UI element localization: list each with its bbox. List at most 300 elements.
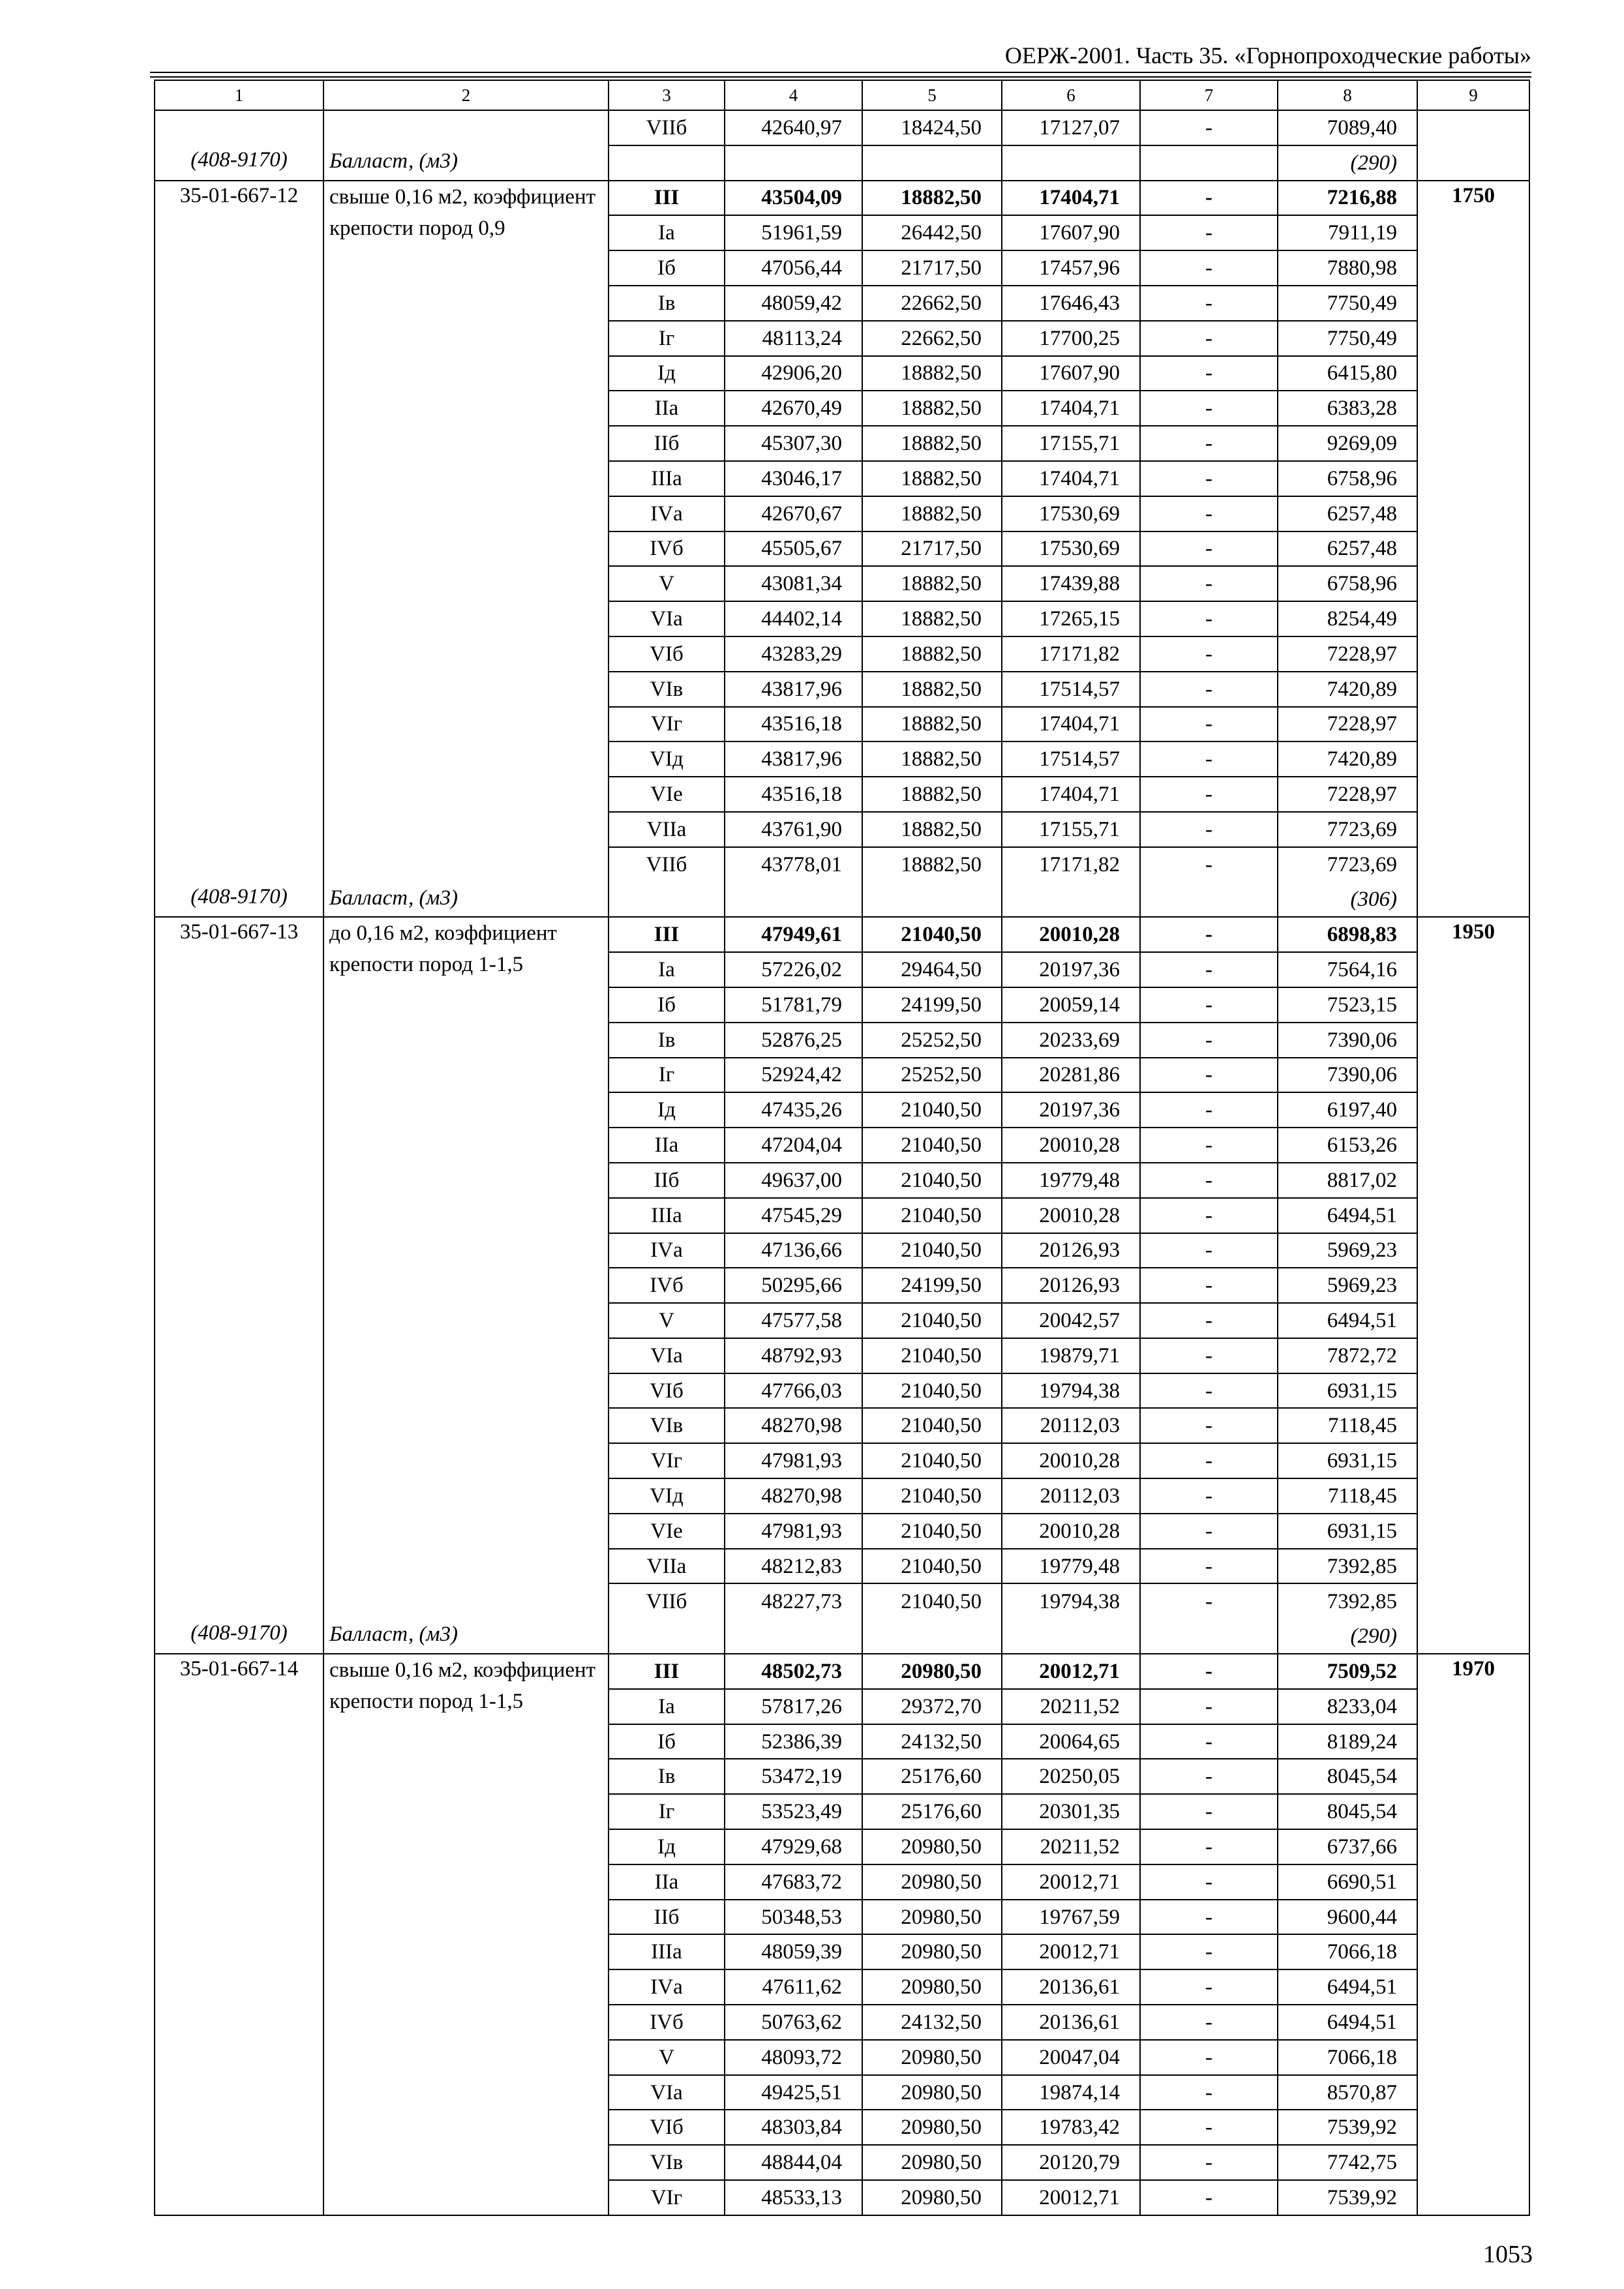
col7-cell: -	[1140, 2040, 1278, 2075]
materials-cost-cell: 5969,23	[1278, 1268, 1417, 1303]
col7-cell: -	[1140, 1058, 1278, 1093]
category-cell: IVб	[609, 2005, 725, 2040]
cost-total-cell: 42906,20	[725, 356, 862, 391]
col7-cell: -	[1140, 1724, 1278, 1759]
materials-cost-cell: 6898,83	[1278, 917, 1417, 952]
labor-cost-cell: 25252,50	[862, 1023, 1002, 1058]
ballast-value: (306)	[1278, 882, 1417, 918]
ballast-label: Балласт, (м3)	[323, 145, 609, 181]
materials-cost-cell: 7228,97	[1278, 707, 1417, 742]
machine-cost-cell: 17646,43	[1002, 286, 1140, 321]
cost-total-cell: 47683,72	[725, 1864, 862, 1900]
materials-cost-cell: 8817,02	[1278, 1163, 1417, 1198]
materials-cost-cell: 8045,54	[1278, 1759, 1417, 1794]
col7-cell: -	[1140, 952, 1278, 987]
machine-cost-cell: 20064,65	[1002, 1724, 1140, 1759]
machine-cost-cell: 20301,35	[1002, 1794, 1140, 1829]
category-cell: VIа	[609, 1338, 725, 1373]
labor-cost-cell: 18882,50	[862, 391, 1002, 426]
machine-cost-cell: 17404,71	[1002, 777, 1140, 812]
ballast-value: (290)	[1278, 145, 1417, 181]
labor-cost-cell: 18882,50	[862, 566, 1002, 601]
ballast-label: Балласт, (м3)	[323, 882, 609, 918]
machine-cost-cell: 17530,69	[1002, 496, 1140, 531]
table-row	[155, 181, 1529, 216]
category-cell: Iг	[609, 1058, 725, 1093]
labor-cost-cell: 21040,50	[862, 1128, 1002, 1163]
materials-cost-cell: 8570,87	[1278, 2075, 1417, 2110]
machine-cost-cell: 20012,71	[1002, 2180, 1140, 2215]
ballast-code: (408-9170)	[155, 145, 323, 181]
col9-cell: 1970	[1417, 1654, 1529, 2215]
col7-cell: -	[1140, 741, 1278, 777]
category-cell: Iв	[609, 1759, 725, 1794]
cost-total-cell: 49637,00	[725, 1163, 862, 1198]
category-cell	[609, 1619, 725, 1654]
category-cell: IIа	[609, 1864, 725, 1900]
col9-cell: 1750	[1417, 181, 1529, 918]
cost-total-cell: 47204,04	[725, 1128, 862, 1163]
machine-cost-cell: 19794,38	[1002, 1373, 1140, 1409]
col7-cell: -	[1140, 566, 1278, 601]
ballast-label: Балласт, (м3)	[323, 1619, 609, 1654]
cost-total-cell: 49425,51	[725, 2075, 862, 2110]
labor-cost-cell: 21040,50	[862, 1338, 1002, 1373]
col7-cell: -	[1140, 110, 1278, 145]
machine-cost-cell: 19874,14	[1002, 2075, 1140, 2110]
cost-total-cell: 47545,29	[725, 1198, 862, 1233]
category-cell: VIд	[609, 741, 725, 777]
category-cell: VIв	[609, 2145, 725, 2180]
labor-cost-cell: 20980,50	[862, 1654, 1002, 1689]
category-cell: Iг	[609, 321, 725, 356]
machine-cost-cell: 17514,57	[1002, 672, 1140, 707]
category-cell: IVб	[609, 531, 725, 567]
materials-cost-cell: 6383,28	[1278, 391, 1417, 426]
cost-total-cell: 48270,98	[725, 1478, 862, 1514]
col7-cell: -	[1140, 426, 1278, 461]
category-cell: VIе	[609, 1514, 725, 1549]
machine-cost-cell: 17171,82	[1002, 636, 1140, 672]
machine-cost-cell: 20126,93	[1002, 1233, 1140, 1268]
cost-total-cell: 52876,25	[725, 1023, 862, 1058]
machine-cost-cell: 20042,57	[1002, 1303, 1140, 1338]
labor-cost-cell: 18882,50	[862, 812, 1002, 847]
machine-cost-cell: 17155,71	[1002, 426, 1140, 461]
ballast-code: (408-9170)	[155, 882, 323, 918]
machine-cost-cell: 17607,90	[1002, 215, 1140, 250]
col7-cell: -	[1140, 496, 1278, 531]
category-cell: IVа	[609, 1233, 725, 1268]
materials-cost-cell: 6737,66	[1278, 1829, 1417, 1864]
machine-cost-cell: 17700,25	[1002, 321, 1140, 356]
labor-cost-cell: 18882,50	[862, 356, 1002, 391]
labor-cost-cell: 21040,50	[862, 1443, 1002, 1478]
materials-cost-cell: 7392,85	[1278, 1583, 1417, 1619]
labor-cost-cell: 18882,50	[862, 741, 1002, 777]
col7-cell: -	[1140, 1233, 1278, 1268]
col7-cell: -	[1140, 1163, 1278, 1198]
machine-cost-cell	[1002, 882, 1140, 918]
description-cell	[323, 110, 609, 145]
col7-cell	[1140, 145, 1278, 181]
machine-cost-cell: 19767,59	[1002, 1900, 1140, 1935]
cost-total-cell: 44402,14	[725, 601, 862, 636]
labor-cost-cell: 20980,50	[862, 1969, 1002, 2005]
materials-cost-cell: 7066,18	[1278, 1934, 1417, 1969]
cost-total-cell: 48792,93	[725, 1338, 862, 1373]
materials-cost-cell: 7750,49	[1278, 321, 1417, 356]
materials-cost-cell: 7723,69	[1278, 847, 1417, 882]
cost-total-cell: 48303,84	[725, 2110, 862, 2145]
col7-cell: -	[1140, 2180, 1278, 2215]
col7-cell	[1140, 882, 1278, 918]
materials-cost-cell: 7742,75	[1278, 2145, 1417, 2180]
category-cell: V	[609, 2040, 725, 2075]
col7-cell: -	[1140, 356, 1278, 391]
col7-cell: -	[1140, 2075, 1278, 2110]
labor-cost-cell: 18882,50	[862, 777, 1002, 812]
category-cell: VIд	[609, 1478, 725, 1514]
col7-cell: -	[1140, 1443, 1278, 1478]
category-cell: Iг	[609, 1794, 725, 1829]
cost-total-cell: 50763,62	[725, 2005, 862, 2040]
col7-cell: -	[1140, 1829, 1278, 1864]
category-cell: VIа	[609, 2075, 725, 2110]
category-cell: VIг	[609, 1443, 725, 1478]
cost-total-cell: 47056,44	[725, 250, 862, 286]
resource-code: 35-01-667-14	[155, 1654, 323, 2215]
column-number: 9	[1417, 80, 1529, 110]
cost-total-cell: 43761,90	[725, 812, 862, 847]
labor-cost-cell: 18882,50	[862, 426, 1002, 461]
labor-cost-cell: 20980,50	[862, 2110, 1002, 2145]
table-row	[155, 110, 1529, 145]
machine-cost-cell: 20197,36	[1002, 1092, 1140, 1128]
category-cell: VIIб	[609, 847, 725, 882]
cost-total-cell	[725, 145, 862, 181]
materials-cost-cell: 7216,88	[1278, 181, 1417, 216]
labor-cost-cell: 22662,50	[862, 321, 1002, 356]
cost-total-cell: 48270,98	[725, 1408, 862, 1443]
ballast-code: (408-9170)	[155, 1619, 323, 1654]
materials-cost-cell: 8045,54	[1278, 1794, 1417, 1829]
category-cell: VIIа	[609, 1549, 725, 1584]
col7-cell: -	[1140, 531, 1278, 567]
materials-cost-cell: 7392,85	[1278, 1549, 1417, 1584]
labor-cost-cell: 24199,50	[862, 987, 1002, 1023]
cost-total-cell: 43778,01	[725, 847, 862, 882]
ballast-value: (290)	[1278, 1619, 1417, 1654]
col7-cell: -	[1140, 1128, 1278, 1163]
machine-cost-cell: 19794,38	[1002, 1583, 1140, 1619]
materials-cost-cell: 7911,19	[1278, 215, 1417, 250]
labor-cost-cell: 21040,50	[862, 1233, 1002, 1268]
column-number-row	[155, 80, 1529, 110]
column-number: 1	[155, 80, 323, 110]
labor-cost-cell: 21040,50	[862, 1408, 1002, 1443]
category-cell: Iб	[609, 1724, 725, 1759]
machine-cost-cell: 20047,04	[1002, 2040, 1140, 2075]
category-cell: VIб	[609, 2110, 725, 2145]
labor-cost-cell: 20980,50	[862, 1900, 1002, 1935]
labor-cost-cell: 18882,50	[862, 461, 1002, 496]
labor-cost-cell: 20980,50	[862, 2075, 1002, 2110]
category-cell: VIг	[609, 2180, 725, 2215]
col7-cell: -	[1140, 1514, 1278, 1549]
col9-cell: 1950	[1417, 917, 1529, 1654]
materials-cost-cell: 7539,92	[1278, 2180, 1417, 2215]
category-cell: IIб	[609, 426, 725, 461]
labor-cost-cell: 21040,50	[862, 917, 1002, 952]
materials-cost-cell: 7228,97	[1278, 636, 1417, 672]
cost-total-cell: 43283,29	[725, 636, 862, 672]
col7-cell: -	[1140, 1900, 1278, 1935]
materials-cost-cell: 7420,89	[1278, 672, 1417, 707]
category-cell: III	[609, 181, 725, 216]
resource-description: до 0,16 м2, коэффициент крепости пород 1-1,5	[323, 917, 609, 1619]
materials-cost-cell: 6931,15	[1278, 1373, 1417, 1409]
column-number: 2	[323, 80, 609, 110]
machine-cost-cell: 17404,71	[1002, 181, 1140, 216]
ballast-row	[155, 882, 1529, 918]
cost-total-cell: 48212,83	[725, 1549, 862, 1584]
col7-cell: -	[1140, 917, 1278, 952]
labor-cost-cell	[862, 1619, 1002, 1654]
cost-total-cell: 43081,34	[725, 566, 862, 601]
cost-total-cell: 52386,39	[725, 1724, 862, 1759]
resource-description: свыше 0,16 м2, коэффициент крепости пород 0,9	[323, 181, 609, 882]
column-number: 5	[862, 80, 1002, 110]
category-cell: III	[609, 917, 725, 952]
machine-cost-cell: 20010,28	[1002, 917, 1140, 952]
materials-cost-cell: 6494,51	[1278, 1303, 1417, 1338]
category-cell: IIб	[609, 1900, 725, 1935]
machine-cost-cell: 20059,14	[1002, 987, 1140, 1023]
materials-cost-cell: 6257,48	[1278, 531, 1417, 567]
labor-cost-cell: 21717,50	[862, 250, 1002, 286]
materials-cost-cell: 7390,06	[1278, 1023, 1417, 1058]
cost-total-cell: 52924,42	[725, 1058, 862, 1093]
materials-cost-cell: 6257,48	[1278, 496, 1417, 531]
col7-cell: -	[1140, 1198, 1278, 1233]
cost-total-cell: 43516,18	[725, 707, 862, 742]
materials-cost-cell: 7872,72	[1278, 1338, 1417, 1373]
materials-cost-cell: 5969,23	[1278, 1233, 1417, 1268]
category-cell: VIIб	[609, 1583, 725, 1619]
col7-cell	[1140, 1619, 1278, 1654]
labor-cost-cell: 18882,50	[862, 672, 1002, 707]
col7-cell: -	[1140, 1373, 1278, 1409]
table-body	[155, 80, 1529, 2215]
category-cell: IIIа	[609, 1934, 725, 1969]
materials-cost-cell: 7750,49	[1278, 286, 1417, 321]
machine-cost-cell: 19779,48	[1002, 1163, 1140, 1198]
col7-cell: -	[1140, 321, 1278, 356]
col7-cell: -	[1140, 1689, 1278, 1724]
materials-cost-cell: 7089,40	[1278, 110, 1417, 145]
cost-total-cell: 48844,04	[725, 2145, 862, 2180]
category-cell: Iа	[609, 215, 725, 250]
cost-total-cell: 42640,97	[725, 110, 862, 145]
category-cell: Iа	[609, 1689, 725, 1724]
machine-cost-cell: 17530,69	[1002, 531, 1140, 567]
machine-cost-cell: 20112,03	[1002, 1408, 1140, 1443]
cost-total-cell: 43817,96	[725, 741, 862, 777]
col7-cell: -	[1140, 636, 1278, 672]
machine-cost-cell: 20012,71	[1002, 1934, 1140, 1969]
cost-total-cell: 48093,72	[725, 2040, 862, 2075]
machine-cost-cell: 19879,71	[1002, 1338, 1140, 1373]
cost-total-cell: 47981,93	[725, 1514, 862, 1549]
machine-cost-cell: 20281,86	[1002, 1058, 1140, 1093]
category-cell: Iа	[609, 952, 725, 987]
col7-cell: -	[1140, 181, 1278, 216]
col7-cell: -	[1140, 2005, 1278, 2040]
cost-total-cell: 43046,17	[725, 461, 862, 496]
col7-cell: -	[1140, 1969, 1278, 2005]
labor-cost-cell: 24132,50	[862, 2005, 1002, 2040]
category-cell: IIIа	[609, 1198, 725, 1233]
labor-cost-cell: 24199,50	[862, 1268, 1002, 1303]
cost-total-cell: 43516,18	[725, 777, 862, 812]
cost-total-cell: 45307,30	[725, 426, 862, 461]
machine-cost-cell: 20010,28	[1002, 1198, 1140, 1233]
category-cell: VIб	[609, 636, 725, 672]
materials-cost-cell: 7228,97	[1278, 777, 1417, 812]
column-number: 8	[1278, 80, 1417, 110]
machine-cost-cell: 19783,42	[1002, 2110, 1140, 2145]
labor-cost-cell: 26442,50	[862, 215, 1002, 250]
col7-cell: -	[1140, 250, 1278, 286]
ballast-row	[155, 145, 1529, 181]
category-cell: VIб	[609, 1373, 725, 1409]
category-cell: VIа	[609, 601, 725, 636]
materials-cost-cell: 6931,15	[1278, 1443, 1417, 1478]
materials-cost-cell: 7118,45	[1278, 1478, 1417, 1514]
materials-cost-cell: 6758,96	[1278, 566, 1417, 601]
machine-cost-cell	[1002, 1619, 1140, 1654]
machine-cost-cell: 20211,52	[1002, 1689, 1140, 1724]
rates-table	[154, 80, 1530, 2216]
col7-cell: -	[1140, 461, 1278, 496]
col7-cell: -	[1140, 2145, 1278, 2180]
col7-cell: -	[1140, 1864, 1278, 1900]
category-cell: VIг	[609, 707, 725, 742]
column-number: 6	[1002, 80, 1140, 110]
materials-cost-cell: 9600,44	[1278, 1900, 1417, 1935]
labor-cost-cell: 22662,50	[862, 286, 1002, 321]
machine-cost-cell: 19779,48	[1002, 1549, 1140, 1584]
category-cell	[609, 145, 725, 181]
ballast-row	[155, 1619, 1529, 1654]
cost-total-cell: 51961,59	[725, 215, 862, 250]
category-cell: IVб	[609, 1268, 725, 1303]
category-cell: III	[609, 1654, 725, 1689]
materials-cost-cell: 7066,18	[1278, 2040, 1417, 2075]
cost-total-cell: 47949,61	[725, 917, 862, 952]
materials-cost-cell: 7723,69	[1278, 812, 1417, 847]
col7-cell: -	[1140, 1408, 1278, 1443]
category-cell: IIб	[609, 1163, 725, 1198]
machine-cost-cell: 17514,57	[1002, 741, 1140, 777]
cost-total-cell	[725, 1619, 862, 1654]
col7-cell: -	[1140, 1654, 1278, 1689]
category-cell: IVа	[609, 1969, 725, 2005]
cost-total-cell: 47981,93	[725, 1443, 862, 1478]
labor-cost-cell	[862, 882, 1002, 918]
labor-cost-cell: 20980,50	[862, 1934, 1002, 1969]
cost-total-cell: 48059,42	[725, 286, 862, 321]
code-cell	[155, 110, 323, 145]
machine-cost-cell: 20010,28	[1002, 1128, 1140, 1163]
materials-cost-cell: 6494,51	[1278, 1969, 1417, 2005]
materials-cost-cell: 6153,26	[1278, 1128, 1417, 1163]
machine-cost-cell: 17404,71	[1002, 391, 1140, 426]
category-cell: IVа	[609, 496, 725, 531]
labor-cost-cell: 29372,70	[862, 1689, 1002, 1724]
cost-total-cell: 45505,67	[725, 531, 862, 567]
machine-cost-cell: 17127,07	[1002, 110, 1140, 145]
cost-total-cell: 57817,26	[725, 1689, 862, 1724]
machine-cost-cell: 20250,05	[1002, 1759, 1140, 1794]
labor-cost-cell: 21040,50	[862, 1583, 1002, 1619]
labor-cost-cell: 18882,50	[862, 496, 1002, 531]
header-rule	[150, 72, 1531, 73]
cost-total-cell: 47136,66	[725, 1233, 862, 1268]
materials-cost-cell: 9269,09	[1278, 426, 1417, 461]
cost-total-cell: 43504,09	[725, 181, 862, 216]
category-cell: Iд	[609, 1092, 725, 1128]
machine-cost-cell: 17404,71	[1002, 707, 1140, 742]
col7-cell: -	[1140, 1478, 1278, 1514]
labor-cost-cell: 21040,50	[862, 1514, 1002, 1549]
machine-cost-cell: 20012,71	[1002, 1654, 1140, 1689]
page-number: 1053	[1483, 2241, 1533, 2268]
labor-cost-cell: 25176,60	[862, 1759, 1002, 1794]
materials-cost-cell: 7118,45	[1278, 1408, 1417, 1443]
col7-cell: -	[1140, 1934, 1278, 1969]
labor-cost-cell: 21040,50	[862, 1092, 1002, 1128]
labor-cost-cell: 25176,60	[862, 1794, 1002, 1829]
labor-cost-cell: 21040,50	[862, 1373, 1002, 1409]
col7-cell: -	[1140, 1794, 1278, 1829]
labor-cost-cell: 21717,50	[862, 531, 1002, 567]
machine-cost-cell: 17265,15	[1002, 601, 1140, 636]
cost-total-cell: 48502,73	[725, 1654, 862, 1689]
machine-cost-cell: 17439,88	[1002, 566, 1140, 601]
cost-total-cell: 47611,62	[725, 1969, 862, 2005]
col7-cell: -	[1140, 1303, 1278, 1338]
labor-cost-cell: 21040,50	[862, 1163, 1002, 1198]
materials-cost-cell: 7880,98	[1278, 250, 1417, 286]
machine-cost-cell: 17171,82	[1002, 847, 1140, 882]
column-number: 7	[1140, 80, 1278, 110]
materials-cost-cell: 7564,16	[1278, 952, 1417, 987]
labor-cost-cell: 21040,50	[862, 1478, 1002, 1514]
labor-cost-cell: 18882,50	[862, 181, 1002, 216]
col7-cell: -	[1140, 391, 1278, 426]
cost-total-cell: 42670,49	[725, 391, 862, 426]
col7-cell: -	[1140, 1549, 1278, 1584]
col9-cell	[1417, 110, 1529, 181]
cost-total-cell: 48533,13	[725, 2180, 862, 2215]
category-cell: Iд	[609, 1829, 725, 1864]
labor-cost-cell: 20980,50	[862, 2180, 1002, 2215]
materials-cost-cell: 6494,51	[1278, 2005, 1417, 2040]
column-number: 3	[609, 80, 725, 110]
cost-total-cell: 47766,03	[725, 1373, 862, 1409]
